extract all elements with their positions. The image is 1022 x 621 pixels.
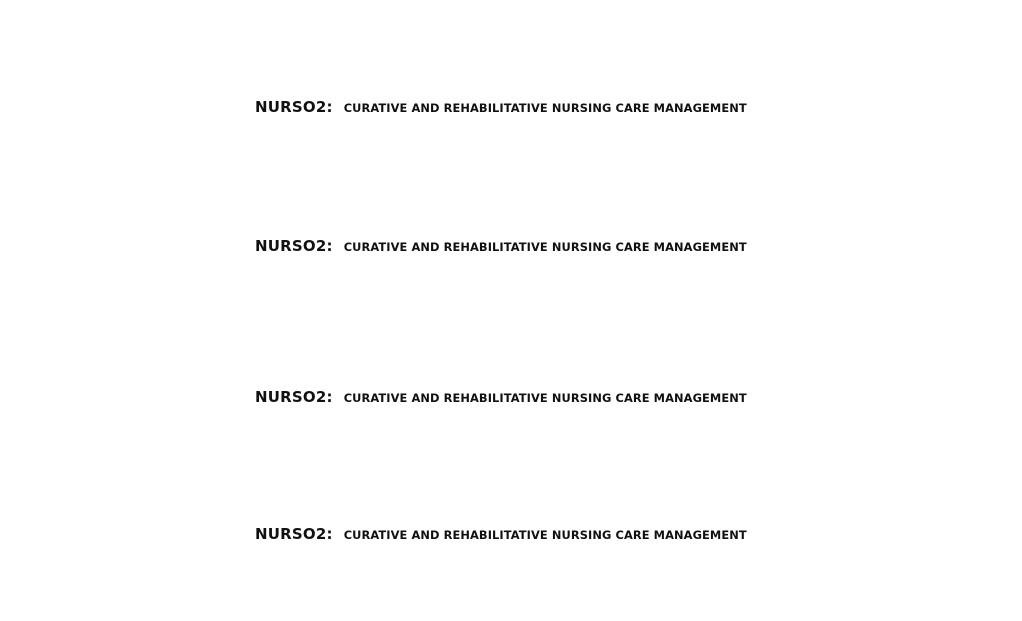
course-heading [255, 388, 747, 408]
course-code: NURSO2: [255, 237, 333, 255]
course-heading [255, 525, 747, 545]
course-heading [255, 98, 747, 118]
course-code: NURSO2: [255, 525, 333, 543]
course-title: CURATIVE AND REHABILITATIVE NURSING CARE MANAGEMENT [343, 101, 747, 115]
course-title: CURATIVE AND REHABILITATIVE NURSING CARE MANAGEMENT [343, 240, 747, 254]
course-code: NURSO2: [255, 98, 333, 116]
course-heading [255, 237, 747, 257]
course-code: NURSO2: [255, 388, 333, 406]
course-title: CURATIVE AND REHABILITATIVE NURSING CARE MANAGEMENT [343, 528, 747, 542]
course-title: CURATIVE AND REHABILITATIVE NURSING CARE MANAGEMENT [343, 391, 747, 405]
